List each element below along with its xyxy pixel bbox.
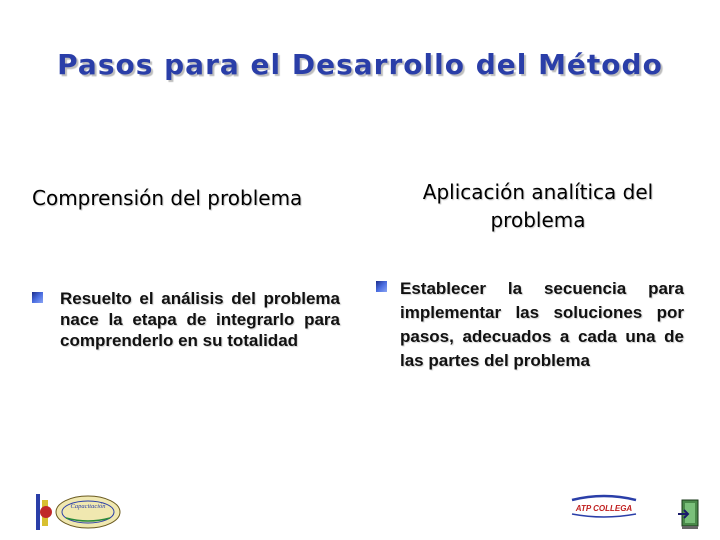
capacitacion-logo-text: Capacitación: [70, 503, 106, 510]
slide-title: Pasos para el Desarrollo del Método: [57, 48, 663, 81]
left-bullet-text: Resuelto el análisis del problema nace la etapa de integrarlo para comprenderlo en su totalidad: [60, 289, 340, 350]
square-bullet-icon: [376, 281, 387, 292]
left-column-heading: Comprensión del problema: [32, 186, 303, 210]
square-bullet-icon: [32, 292, 43, 303]
right-bullet-text: Establecer la secuencia para implementar las soluciones por pasos, adecuados a cada una de las partes del problema: [400, 279, 684, 370]
capacitacion-logo: [36, 492, 122, 532]
exit-door-icon[interactable]: [676, 498, 704, 530]
atp-collega-logo: [566, 494, 642, 518]
atp-collega-logo-text: ATP COLLEGA: [575, 504, 633, 513]
right-column-heading: Aplicación analítica del problema: [422, 180, 654, 232]
